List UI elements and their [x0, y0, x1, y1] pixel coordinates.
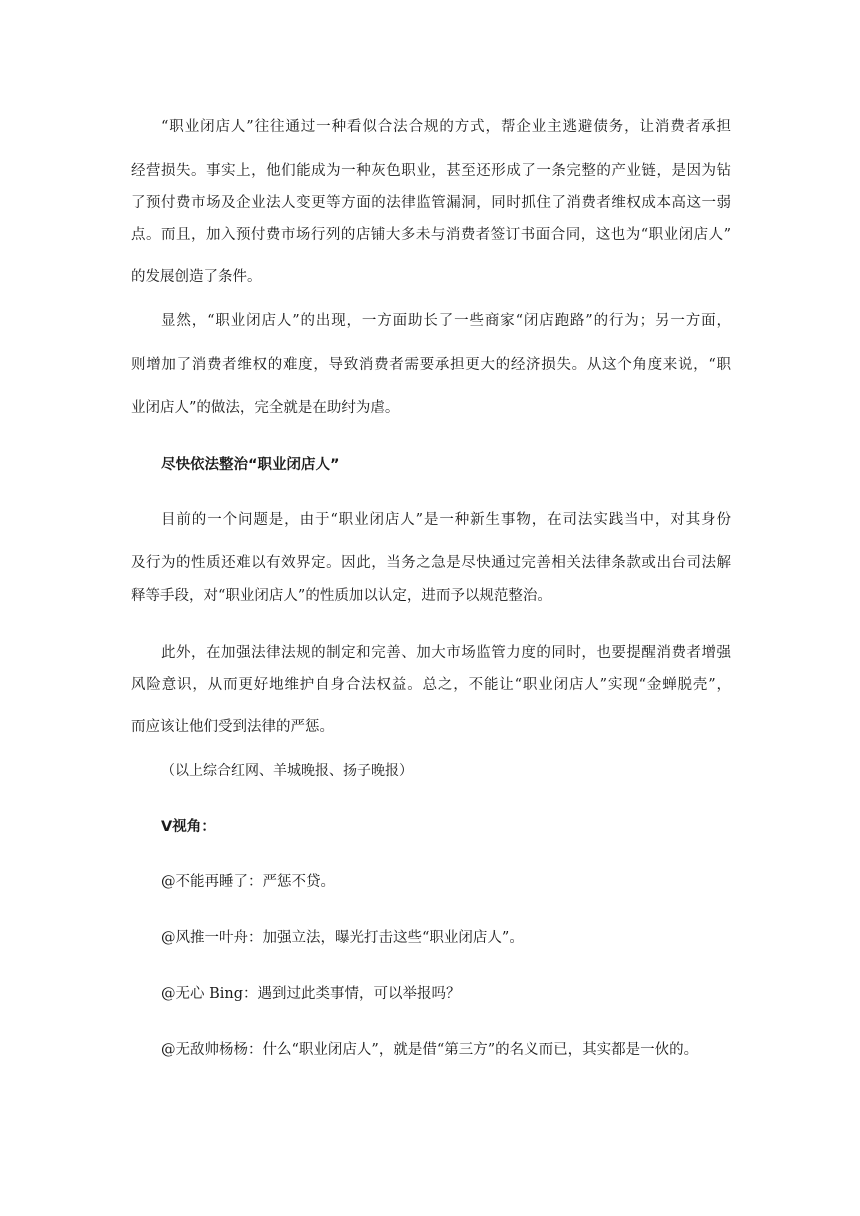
- paragraph-1-line: 点。而且，加入预付费市场行列的店铺大多未与消费者签订书面合同，这也为“职业闭店人”: [131, 227, 731, 243]
- comment-item: @不能再睡了：严惩不贷。: [161, 874, 335, 890]
- paragraph-2-line: 则增加了消费者维权的难度，导致消费者需要承担更大的经济损失。从这个角度来说，“职: [131, 357, 731, 373]
- source-note: （以上综合红网、羊城晚报、扬子晚报）: [161, 763, 413, 779]
- paragraph-3-line: 释等手段，对“职业闭店人”的性质加以认定，进而予以规范整治。: [131, 588, 552, 604]
- paragraph-4-line: 而应该让他们受到法律的严惩。: [131, 719, 334, 735]
- section-heading: 尽快依法整治“职业闭店人”: [161, 457, 340, 473]
- paragraph-1-line: 的发展创造了条件。: [131, 269, 262, 285]
- comment-item: @风推一叶舟：加强立法，曝光打击这些“职业闭店人”。: [161, 930, 524, 946]
- comment-item: @无心 Bing：遇到过此类事情，可以举报吗？: [161, 986, 461, 1002]
- paragraph-1-line: 经营损失。事实上，他们能成为一种灰色职业，甚至还形成了一条完整的产业链，是因为钻: [131, 163, 731, 179]
- comment-item: @无敌帅杨杨：什么“职业闭店人”，就是借“第三方”的名义而已，其实都是一伙的。: [161, 1042, 699, 1058]
- v-perspective-heading: V视角：: [161, 819, 216, 835]
- paragraph-3-line: 目前的一个问题是，由于“职业闭店人”是一种新生事物，在司法实践当中，对其身份: [161, 512, 731, 528]
- paragraph-2-line: 业闭店人”的做法，完全就是在助纣为虐。: [131, 400, 400, 416]
- paragraph-4-line: 风险意识，从而更好地维护自身合法权益。总之，不能让“职业闭店人”实现“金蝉脱壳”，: [131, 677, 731, 693]
- paragraph-4-line: 此外，在加强法律法规的制定和完善、加大市场监管力度的同时，也要提醒消费者增强: [161, 645, 731, 661]
- paragraph-2-line: 显然，“职业闭店人”的出现，一方面助长了一些商家“闭店跑路”的行为；另一方面，: [161, 313, 731, 329]
- paragraph-3-line: 及行为的性质还难以有效界定。因此，当务之急是尽快通过完善相关法律条款或出台司法解: [131, 555, 731, 571]
- paragraph-1-line: “职业闭店人”往往通过一种看似合法合规的方式，帮企业主逃避债务，让消费者承担: [161, 119, 731, 135]
- paragraph-1-line: 了预付费市场及企业法人变更等方面的法律监管漏洞，同时抓住了消费者维权成本高这一弱: [131, 195, 731, 211]
